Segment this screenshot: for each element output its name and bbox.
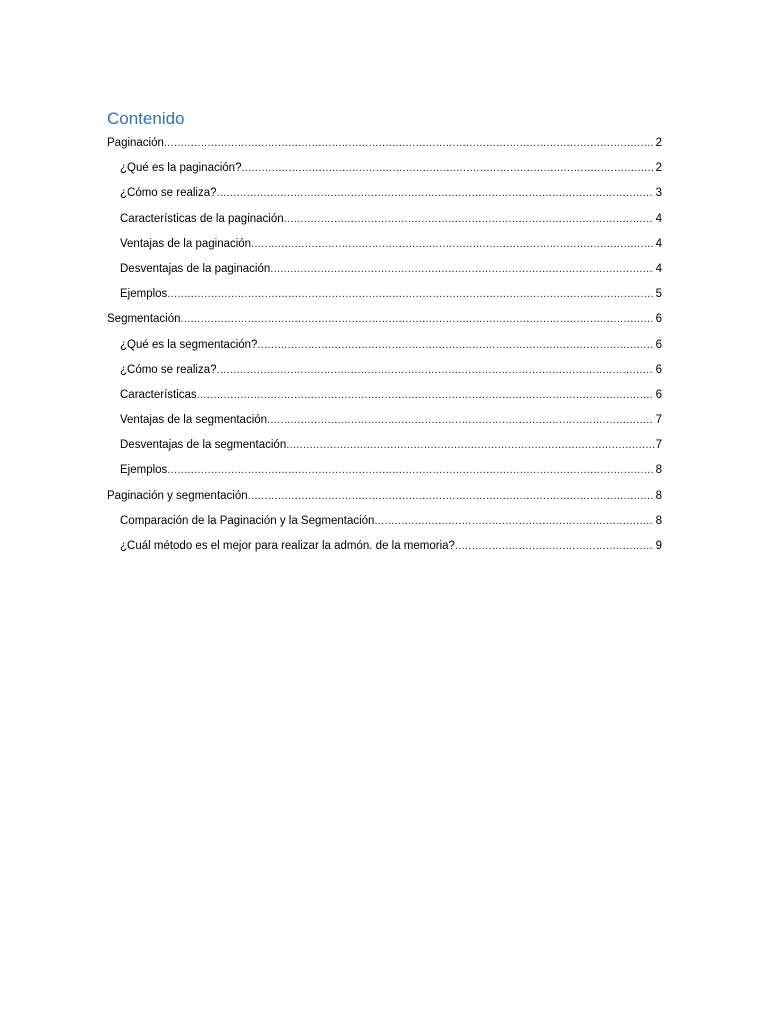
- toc-entry[interactable]: [107, 159, 662, 184]
- toc-entry-text: ¿Cómo se realiza?: [120, 363, 217, 376]
- toc-dot-leader: [181, 310, 654, 328]
- toc-entry[interactable]: [107, 411, 662, 436]
- toc-dot-leader: [374, 512, 653, 530]
- toc-page-number: 6: [655, 313, 662, 326]
- toc-entry-text: Ventajas de la segmentación: [120, 414, 268, 427]
- toc-page-number: 4: [655, 237, 662, 250]
- table-of-contents: [107, 134, 662, 562]
- toc-page-number: 4: [655, 262, 662, 275]
- toc-entry-text: Paginación: [107, 137, 164, 149]
- toc-entry-text: ¿Cuál método es el mejor para realizar la admón. de la memoria?: [120, 540, 455, 552]
- toc-dot-leader: [241, 159, 653, 177]
- toc-entry[interactable]: [107, 134, 662, 159]
- toc-page-number: 7: [655, 414, 662, 427]
- toc-entry-text: Segmentación: [107, 313, 181, 326]
- toc-entry[interactable]: [107, 210, 662, 235]
- toc-dot-leader: [248, 487, 654, 505]
- toc-entry-text: ¿Qué es la segmentación?: [120, 338, 258, 351]
- toc-dot-leader: [455, 537, 654, 555]
- toc-dot-leader: [286, 436, 653, 454]
- toc-entry[interactable]: [107, 260, 662, 285]
- toc-title: Contenido: [107, 109, 185, 128]
- toc-entry[interactable]: [107, 487, 662, 512]
- toc-entry[interactable]: [107, 336, 662, 361]
- toc-dot-leader: [164, 134, 654, 152]
- toc-dot-leader: [267, 411, 654, 429]
- toc-entry[interactable]: [107, 285, 662, 310]
- toc-entry-text: ¿Qué es la paginación?: [120, 162, 242, 175]
- toc-entry[interactable]: [107, 436, 662, 461]
- toc-entry-text: Paginación y segmentación: [107, 489, 248, 502]
- toc-entry[interactable]: [107, 512, 662, 537]
- toc-page-number: 2: [655, 162, 662, 175]
- toc-entry[interactable]: [107, 537, 662, 562]
- toc-page-number: 8: [655, 514, 662, 527]
- toc-dot-leader: [257, 336, 653, 354]
- toc-entry-text: Desventajas de la paginación: [120, 262, 271, 275]
- toc-dot-leader: [251, 235, 654, 253]
- toc-page-number: 6: [655, 338, 662, 351]
- toc-entry-text: Ventajas de la paginación: [120, 237, 252, 250]
- toc-page-number: 9: [655, 540, 662, 552]
- toc-dot-leader: [217, 184, 654, 202]
- toc-entry-text: Características de la paginación: [120, 212, 284, 225]
- toc-page-number: 5: [655, 288, 662, 301]
- toc-page-number: 7: [655, 439, 662, 452]
- toc-dot-leader: [197, 386, 654, 404]
- toc-dot-leader: [167, 285, 653, 303]
- toc-entry-text: Características: [120, 388, 197, 401]
- toc-page-number: 8: [655, 464, 662, 477]
- toc-entry-text: ¿Cómo se realiza?: [120, 187, 217, 200]
- toc-dot-leader: [270, 260, 653, 278]
- toc-page-number: 6: [655, 363, 662, 376]
- toc-entry-text: Ejemplos: [120, 464, 168, 477]
- toc-entry-text: Desventajas de la segmentación: [120, 439, 287, 452]
- toc-dot-leader: [217, 361, 654, 379]
- toc-page-number: 4: [655, 212, 662, 225]
- toc-entry[interactable]: [107, 461, 662, 486]
- toc-page-number: 3: [655, 187, 662, 200]
- toc-entry[interactable]: [107, 361, 662, 386]
- toc-entry[interactable]: [107, 235, 662, 260]
- toc-page-number: 8: [655, 489, 662, 502]
- toc-page-number: 2: [655, 137, 662, 149]
- toc-entry-text: Comparación de la Paginación y la Segmentación: [120, 514, 375, 527]
- toc-page-number: 6: [655, 388, 662, 401]
- toc-dot-leader: [284, 210, 654, 228]
- toc-entry[interactable]: [107, 310, 662, 335]
- toc-entry[interactable]: [107, 184, 662, 209]
- toc-entry-text: Ejemplos: [120, 288, 168, 301]
- toc-dot-leader: [167, 461, 653, 479]
- toc-entry[interactable]: [107, 386, 662, 411]
